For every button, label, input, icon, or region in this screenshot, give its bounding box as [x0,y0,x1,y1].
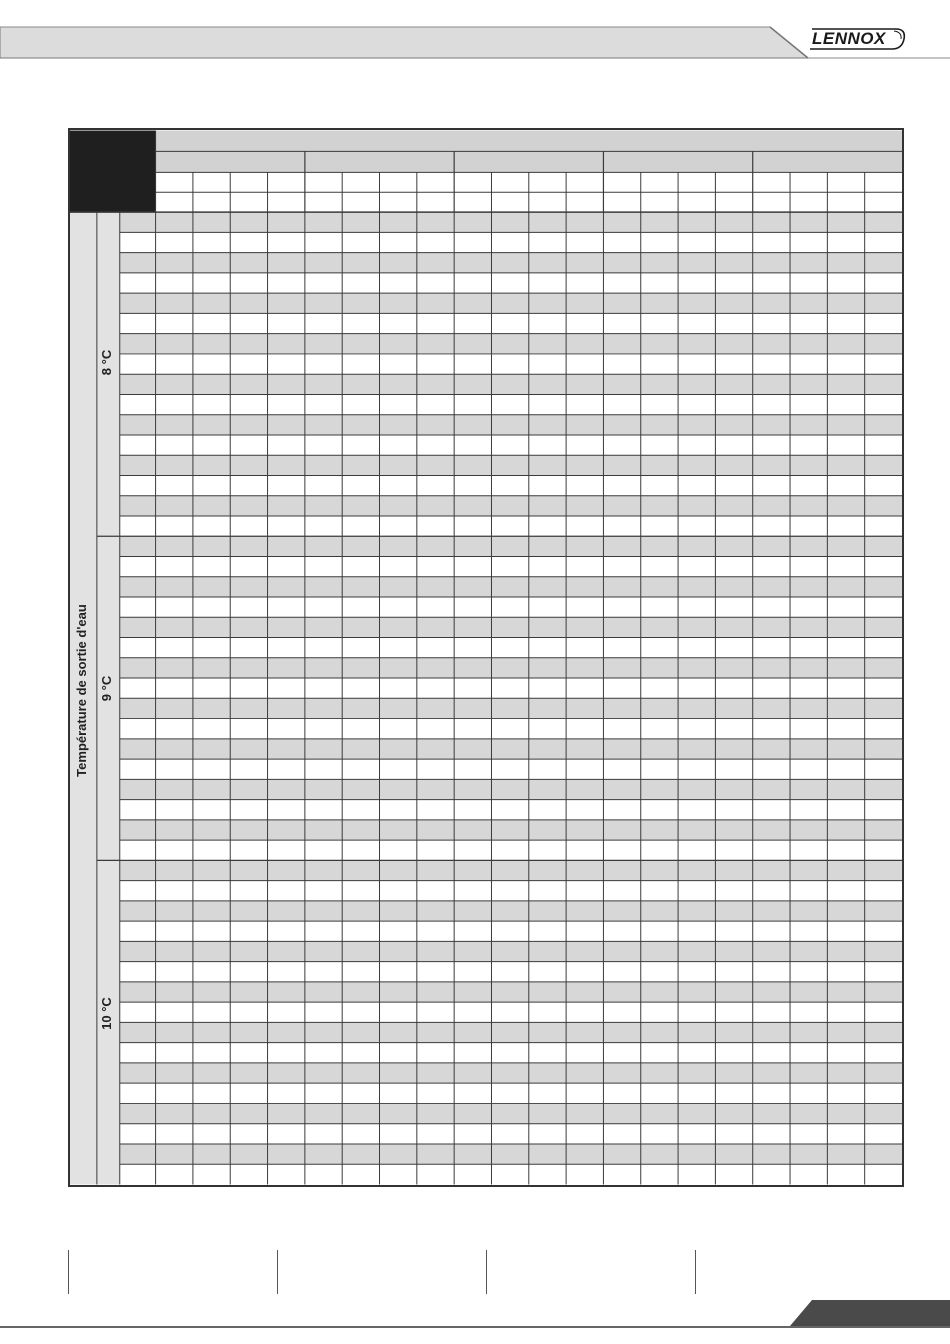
table-row [120,455,902,475]
table-row [120,253,902,273]
water-outlet-temperature-label: Température de sortie d'eau [73,603,89,777]
table-row [120,840,902,860]
table-row [120,557,902,577]
table-row [120,800,902,820]
table-row [120,860,902,880]
table-row [120,658,902,678]
table-row [120,1002,902,1022]
table-row [120,354,902,374]
table-row [120,1103,902,1123]
table-row [120,273,902,293]
table-row [120,536,902,556]
table-row [120,779,902,799]
group-label-8c: 8 °C [99,349,115,376]
table-row [120,678,902,698]
header-title-row [156,131,902,152]
table-row [120,394,902,414]
table-row [120,475,902,495]
lennox-logo [808,25,908,53]
table-row [120,982,902,1002]
table-row [120,719,902,739]
page-footer [0,1250,950,1344]
table-row [120,496,902,516]
page-number-tab [790,1300,950,1330]
table-row [120,293,902,313]
header-corner-cell [70,131,156,213]
table-row [120,759,902,779]
group-label-10c: 10 °C [98,997,114,1031]
side-group-column [97,212,120,1184]
table-row [120,435,902,455]
table-row [120,739,902,759]
table-row [120,334,902,354]
table-row [120,1164,902,1184]
table-row [120,617,902,637]
table-row [120,901,902,921]
table-row [120,577,902,597]
table-row [120,698,902,718]
table-row [120,820,902,840]
table-row [120,1083,902,1103]
table-row [120,881,902,901]
table-row [120,516,902,536]
table-row [120,1144,902,1164]
table-row [120,962,902,982]
footer-divider [695,1250,696,1294]
footer-divider [486,1250,487,1294]
table-row [120,374,902,394]
footer-divider [277,1250,278,1294]
table-row [120,597,902,617]
table-row [120,941,902,961]
header-group-row [156,151,902,172]
logo-text: LENNOX [812,29,886,48]
table-row [120,1124,902,1144]
table-row [120,1022,902,1042]
table-row [120,212,902,232]
footer-divider [68,1250,69,1294]
cooling-capacity-table [68,128,904,1187]
table-row [120,921,902,941]
table-row [120,1063,902,1083]
table-row [120,232,902,252]
table-row [120,638,902,658]
side-title-column [70,212,97,1184]
table-row [120,1043,902,1063]
table-row [120,313,902,333]
group-label-9c: 9 °C [99,675,115,702]
table-row [120,415,902,435]
